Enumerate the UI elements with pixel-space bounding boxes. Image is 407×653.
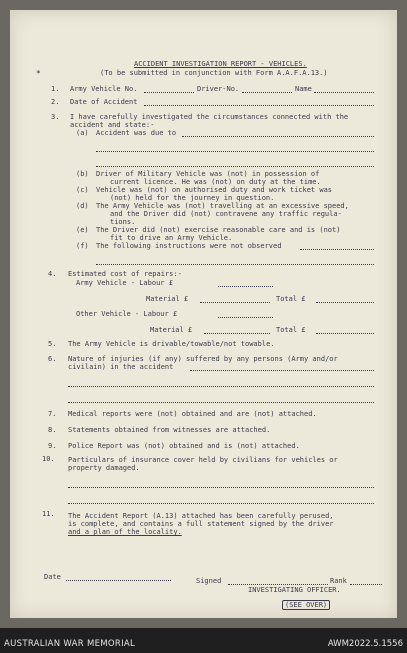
report-title: ACCIDENT INVESTIGATION REPORT - VEHICLES.: [134, 60, 307, 68]
vehicle-no-field[interactable]: [144, 92, 194, 93]
name-label: Name: [295, 85, 312, 93]
medical-reports-text: Medical reports were (not) obtained and are (not) attached.: [68, 410, 317, 418]
item-number-6: 6.: [48, 355, 57, 363]
insurance-line-1: Particulars of insurance cover held by civilians for vehicles or: [68, 456, 338, 464]
injuries-line-3[interactable]: [68, 386, 374, 387]
item-3-text-line-2: accident and state:-: [70, 121, 155, 129]
army-material-label: Material £: [146, 295, 189, 303]
vehicle-no-label: Army Vehicle No.: [70, 85, 138, 93]
instructions-line-2[interactable]: [96, 264, 374, 265]
date-of-accident-label: Date of Accident: [70, 98, 138, 106]
rank-label: Rank: [330, 577, 347, 585]
item-3f-text: The following instructions were not observed: [96, 242, 282, 250]
archive-footer: [0, 628, 407, 653]
item-3f-label: (f): [76, 242, 89, 250]
item-3e-line-2: fit to drive an Army Vehicle.: [110, 234, 233, 242]
repairs-label: Estimated cost of repairs:-: [68, 270, 182, 278]
insurance-field-1[interactable]: [68, 487, 374, 488]
item-3d-line-1: The Army Vehicle was (not) travelling at an excessive speed,: [96, 202, 349, 210]
margin-mark: *: [36, 69, 41, 78]
item-3b-line-1: Driver of Military Vehicle was (not) in possession of: [96, 170, 320, 178]
item-3b-line-2: current licence. He was (not) on duty at the time.: [110, 178, 321, 186]
date-of-accident-field[interactable]: [144, 105, 374, 106]
item-3d-line-3: tions.: [110, 218, 136, 226]
item-number-3: 3.: [51, 113, 60, 121]
other-total-field[interactable]: [316, 333, 374, 334]
accident-report-line-3: and a plan of the locality.: [68, 528, 182, 536]
item-number-9: 9.: [48, 442, 57, 450]
injuries-line-1: Nature of injuries (if any) suffered by any persons (Army and/or: [68, 355, 338, 363]
injuries-line-4[interactable]: [68, 402, 374, 403]
item-3c-line-2: (not) held for the journey in question.: [110, 194, 275, 202]
instructions-field[interactable]: [300, 249, 374, 250]
army-labour-field[interactable]: [218, 286, 273, 287]
injuries-line-2: civilain) in the accident: [68, 363, 174, 371]
name-field[interactable]: [314, 92, 374, 93]
insurance-field-2[interactable]: [68, 503, 374, 504]
rank-field[interactable]: [350, 584, 382, 585]
insurance-line-2: property damaged.: [68, 464, 140, 472]
footer-institution: AUSTRALIAN WAR MEMORIAL: [4, 639, 136, 649]
accident-cause-field[interactable]: [182, 136, 374, 137]
item-3c-label: (c): [76, 186, 89, 194]
driver-no-field[interactable]: [242, 92, 292, 93]
accident-cause-line-3[interactable]: [96, 166, 374, 167]
army-material-field[interactable]: [200, 302, 270, 303]
item-3c-line-1: Vehicle was (not) on authorised duty and work ticket was: [96, 186, 333, 194]
item-3e-line-1: The Driver did (not) exercise reasonable care and is (not): [96, 226, 341, 234]
item-number-7: 7.: [48, 410, 57, 418]
item-3b-label: (b): [76, 170, 89, 178]
date-field[interactable]: [66, 580, 171, 581]
item-3a-label: (a): [76, 129, 89, 137]
investigating-officer-label: INVESTIGATING OFFICER.: [248, 586, 341, 594]
signed-field[interactable]: [228, 584, 328, 585]
item-3e-label: (e): [76, 226, 89, 234]
other-total-label: Total £: [276, 326, 306, 334]
other-material-label: Material £: [150, 326, 193, 334]
item-3-text-line-1: I have carefully investigated the circumstances connected with the: [70, 113, 349, 121]
other-material-field[interactable]: [204, 333, 270, 334]
witness-statements-text: Statements obtained from witnesses are attached.: [68, 426, 271, 434]
see-over-note: (SEE OVER): [282, 600, 330, 610]
date-label: Date: [44, 573, 61, 581]
item-number-1: 1.: [51, 85, 60, 93]
army-labour-label: Army Vehicle - Labour £: [76, 279, 173, 287]
accident-report-line-1: The Accident Report (A.13) attached has been carefully perused,: [68, 512, 334, 520]
other-labour-field[interactable]: [218, 317, 273, 318]
item-3d-line-2: and the Driver did (not) contravene any traffic regula-: [110, 210, 342, 218]
accident-cause-line-2[interactable]: [96, 151, 374, 152]
injuries-field[interactable]: [190, 370, 374, 371]
other-labour-label: Other Vehicle - Labour £: [76, 310, 178, 318]
footer-accession-number: AWM2022.5.1556: [327, 639, 403, 649]
army-total-field[interactable]: [316, 302, 374, 303]
item-3a-text: Accident was due to: [96, 129, 177, 137]
accident-report-line-2: is complete, and contains a full statement signed by the driver: [68, 520, 334, 528]
document-sheet: [10, 10, 397, 618]
item-number-11: 11.: [42, 510, 55, 518]
driver-no-label: Driver-No.: [197, 85, 240, 93]
item-3d-label: (d): [76, 202, 89, 210]
police-report-text: Police Report was (not) obtained and is (not) attached.: [68, 442, 300, 450]
drivable-text: The Army Vehicle is drivable/towable/not towable.: [68, 340, 275, 348]
item-number-10: 10.: [42, 455, 55, 463]
report-subtitle: (To be submitted in conjunction with Form A.A.F.A.13.): [100, 69, 328, 77]
signed-label: Signed: [196, 577, 222, 585]
army-total-label: Total £: [276, 295, 306, 303]
item-number-2: 2.: [51, 98, 60, 106]
item-number-8: 8.: [48, 426, 57, 434]
item-number-5: 5.: [48, 340, 57, 348]
item-number-4: 4.: [48, 270, 57, 278]
